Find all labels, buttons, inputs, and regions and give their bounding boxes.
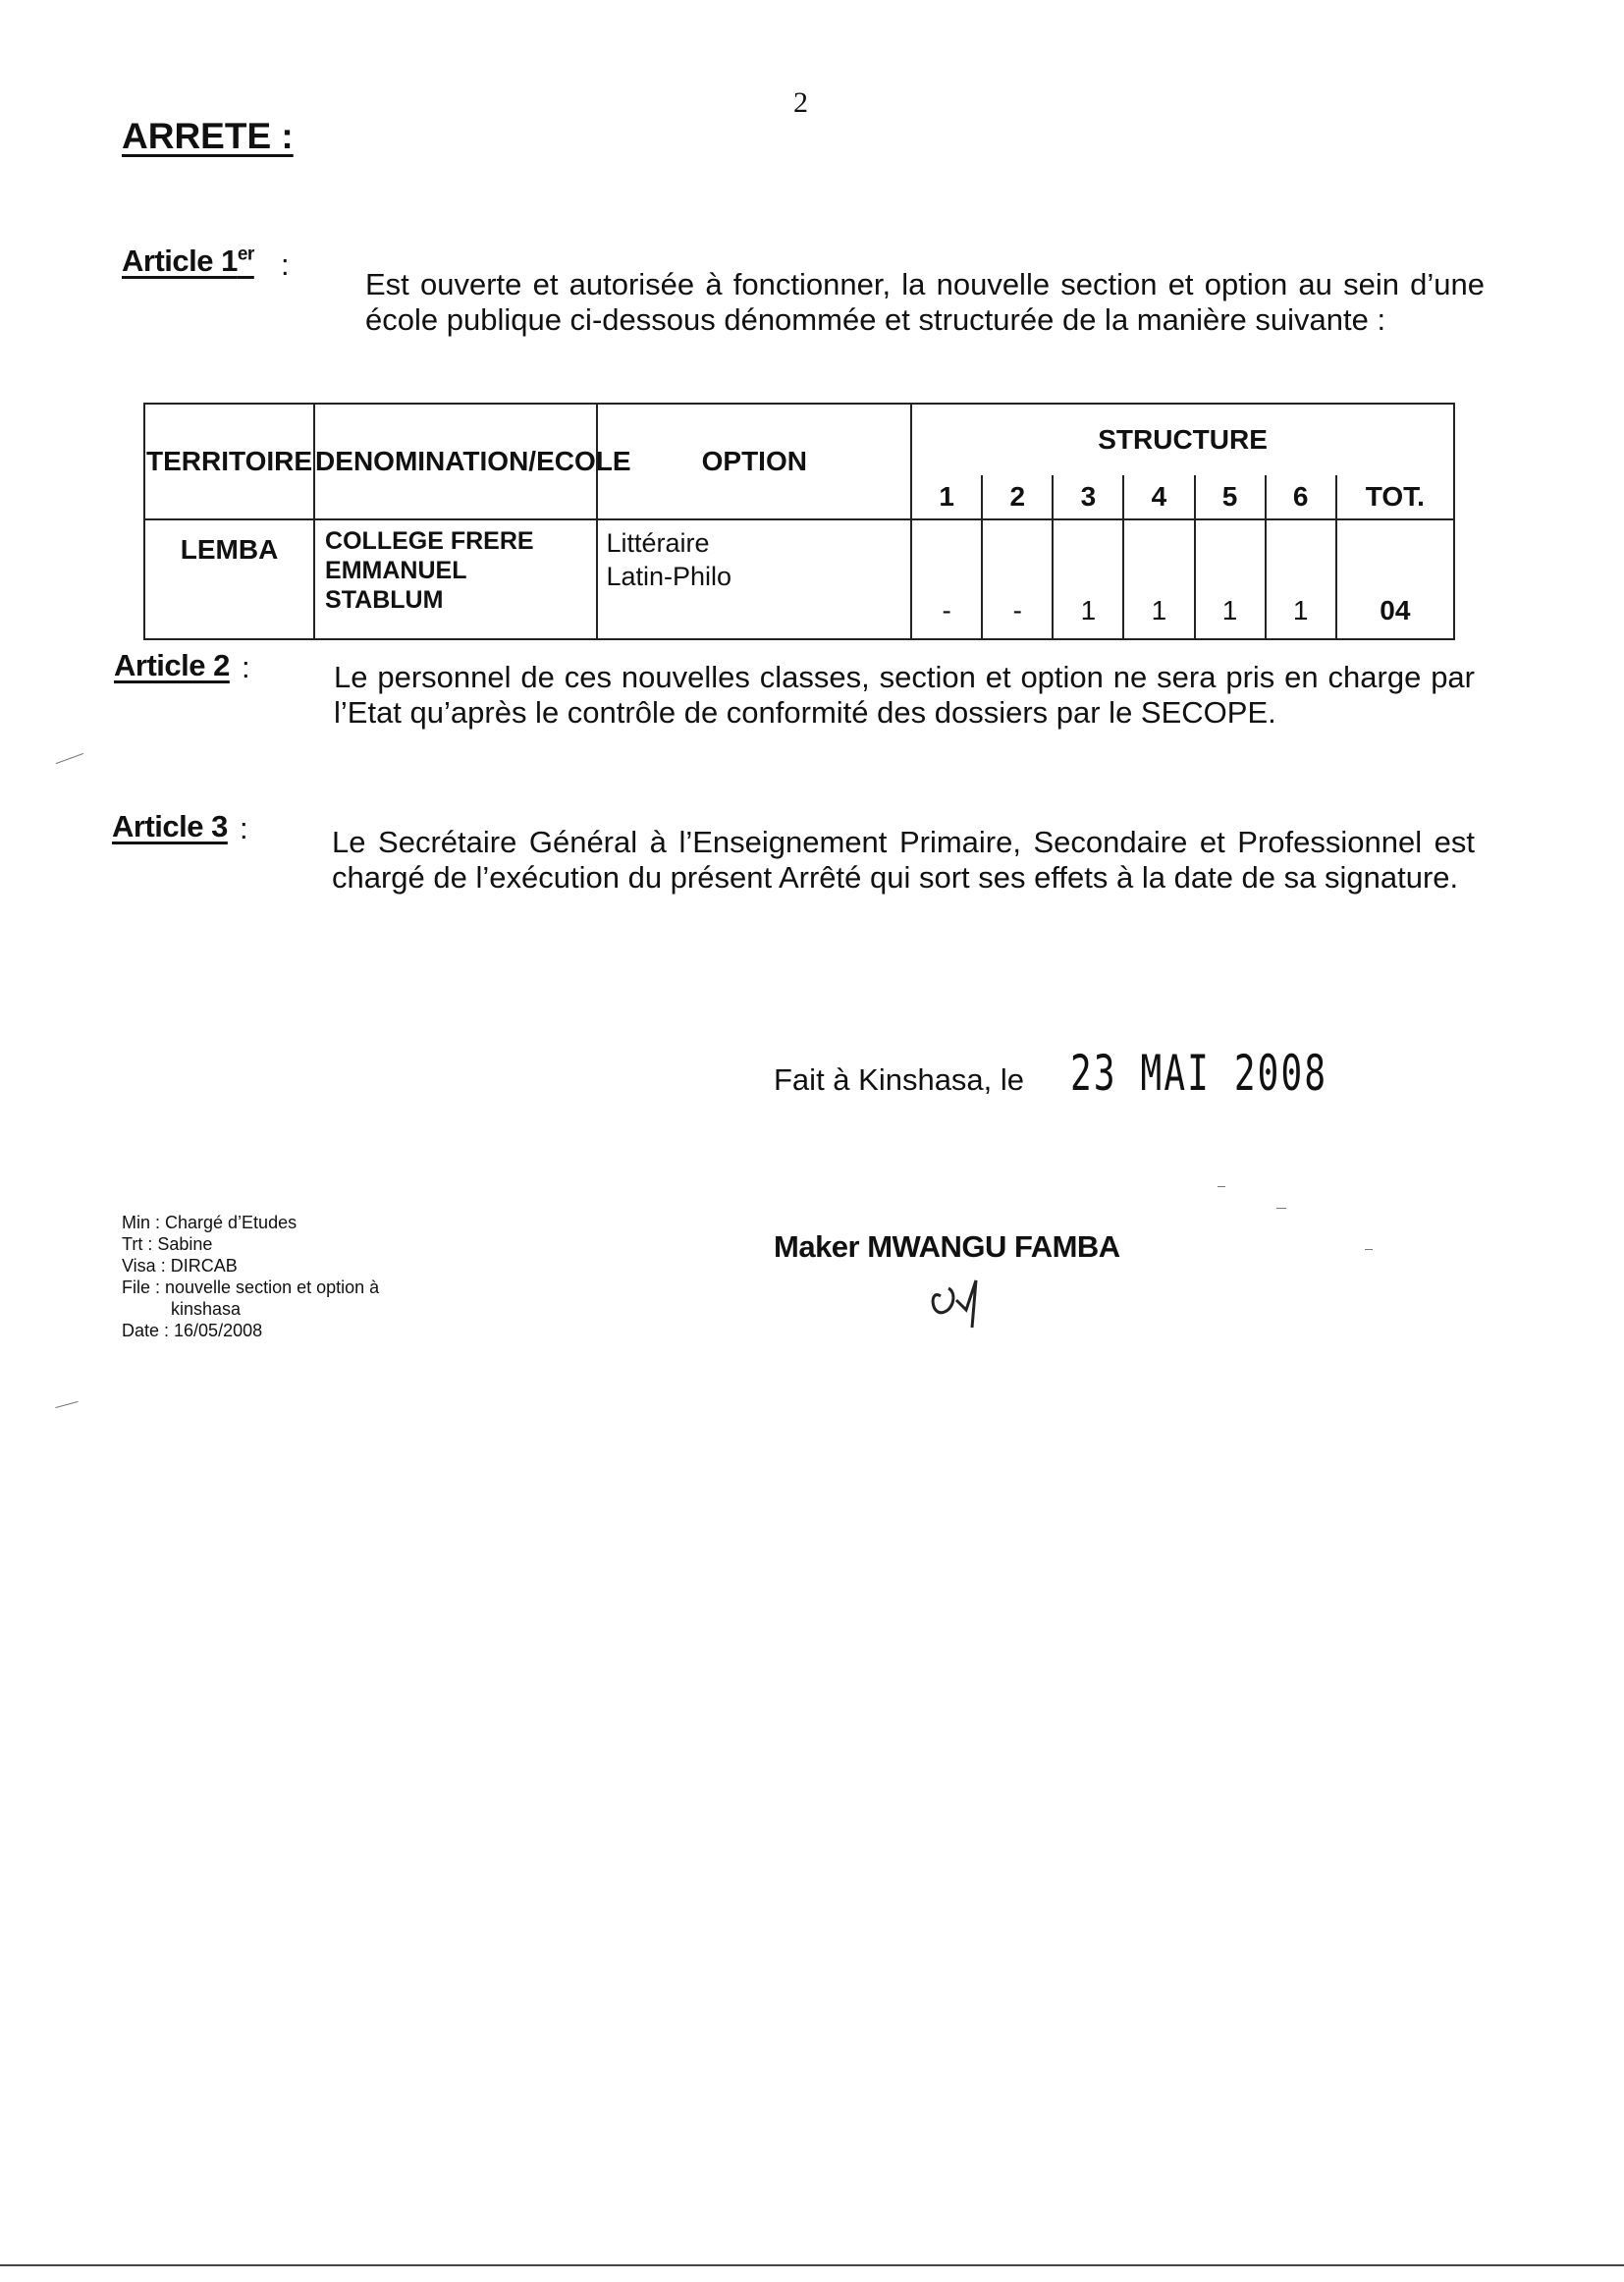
footer-file-cont: kinshasa — [171, 1299, 242, 1319]
cell-option-line2: Latin-Philo — [606, 562, 732, 591]
cell-year-4: 1 — [1123, 519, 1194, 639]
header-col-2: 2 — [982, 475, 1053, 519]
header-col-3: 3 — [1053, 475, 1123, 519]
footer-visa: Visa : DIRCAB — [122, 1256, 238, 1276]
cell-option-line1: Littéraire — [606, 528, 710, 558]
place-date-label: Fait à Kinshasa, le — [774, 1062, 1025, 1097]
cell-ecole-line2: STABLUM — [325, 586, 444, 614]
header-col-4: 4 — [1123, 475, 1194, 519]
scan-speck — [1276, 1208, 1286, 1209]
footer-notes — [122, 1212, 379, 1341]
article-3-text: Le Secrétaire Général à l’Enseignement Primaire, Secondaire et Professionnel est chargé de l’exécution du présent Arrêté qui sort ses effets à la date de sa signature. — [332, 825, 1475, 895]
table-row — [144, 519, 1454, 639]
header-territoire: TERRITOIRE — [144, 404, 314, 519]
footer-date: Date : 16/05/2008 — [122, 1321, 263, 1340]
header-denomination: DENOMINATION/ECOLE — [314, 404, 597, 519]
article-1-label — [122, 244, 254, 279]
document-heading: ARRETE : — [122, 116, 294, 156]
header-structure: STRUCTURE — [911, 404, 1454, 475]
cell-year-1: - — [911, 519, 982, 639]
cell-option — [597, 519, 911, 639]
header-col-1: 1 — [911, 475, 982, 519]
footer-trt: Trt : Sabine — [122, 1234, 213, 1254]
cell-year-5: 1 — [1195, 519, 1266, 639]
signer-name: Maker MWANGU FAMBA — [774, 1229, 1120, 1264]
article-1-text: Est ouverte et autorisée à fonctionner, la nouvelle section et option au sein d’une école publique ci-dessous dénommée et structurée de la manière suivante : — [365, 267, 1485, 337]
article-2-label: Article 2 — [114, 648, 230, 682]
cell-year-2: - — [982, 519, 1053, 639]
footer-min: Min : Chargé d’Etudes — [122, 1213, 298, 1232]
cell-ecole — [314, 519, 597, 639]
header-option: OPTION — [597, 404, 911, 519]
scan-speck — [55, 1401, 78, 1408]
article-2-text: Le personnel de ces nouvelles classes, section et option ne sera pris en charge par l’Etat qu’après le contrôle de conformité des dossiers par le SECOPE. — [334, 660, 1475, 730]
cell-ecole-line1: COLLEGE FRERE EMMANUEL — [325, 527, 534, 584]
cell-year-6: 1 — [1266, 519, 1336, 639]
signature-mark — [923, 1267, 1001, 1345]
article-2-colon: : — [242, 650, 250, 684]
header-col-5: 5 — [1195, 475, 1266, 519]
article-1-label-text: Article 1 — [122, 244, 238, 278]
page-bottom-rule — [0, 2264, 1624, 2266]
article-1-label-sup: er — [237, 244, 254, 265]
scan-speck — [56, 753, 84, 764]
scan-speck — [1365, 1249, 1373, 1250]
article-3-colon: : — [240, 811, 248, 845]
cell-total: 04 — [1336, 519, 1454, 639]
stamped-date: 23 MAI 2008 — [1070, 1045, 1328, 1102]
structure-table — [143, 403, 1455, 640]
page-number: 2 — [793, 86, 808, 119]
cell-territoire: LEMBA — [144, 519, 314, 639]
header-col-tot: TOT. — [1336, 475, 1454, 519]
cell-year-3: 1 — [1053, 519, 1123, 639]
scan-speck — [1218, 1186, 1225, 1187]
article-1-colon: : — [281, 247, 290, 282]
article-3-label: Article 3 — [112, 809, 228, 843]
footer-file: File : nouvelle section et option à — [122, 1277, 380, 1297]
header-col-6: 6 — [1266, 475, 1336, 519]
